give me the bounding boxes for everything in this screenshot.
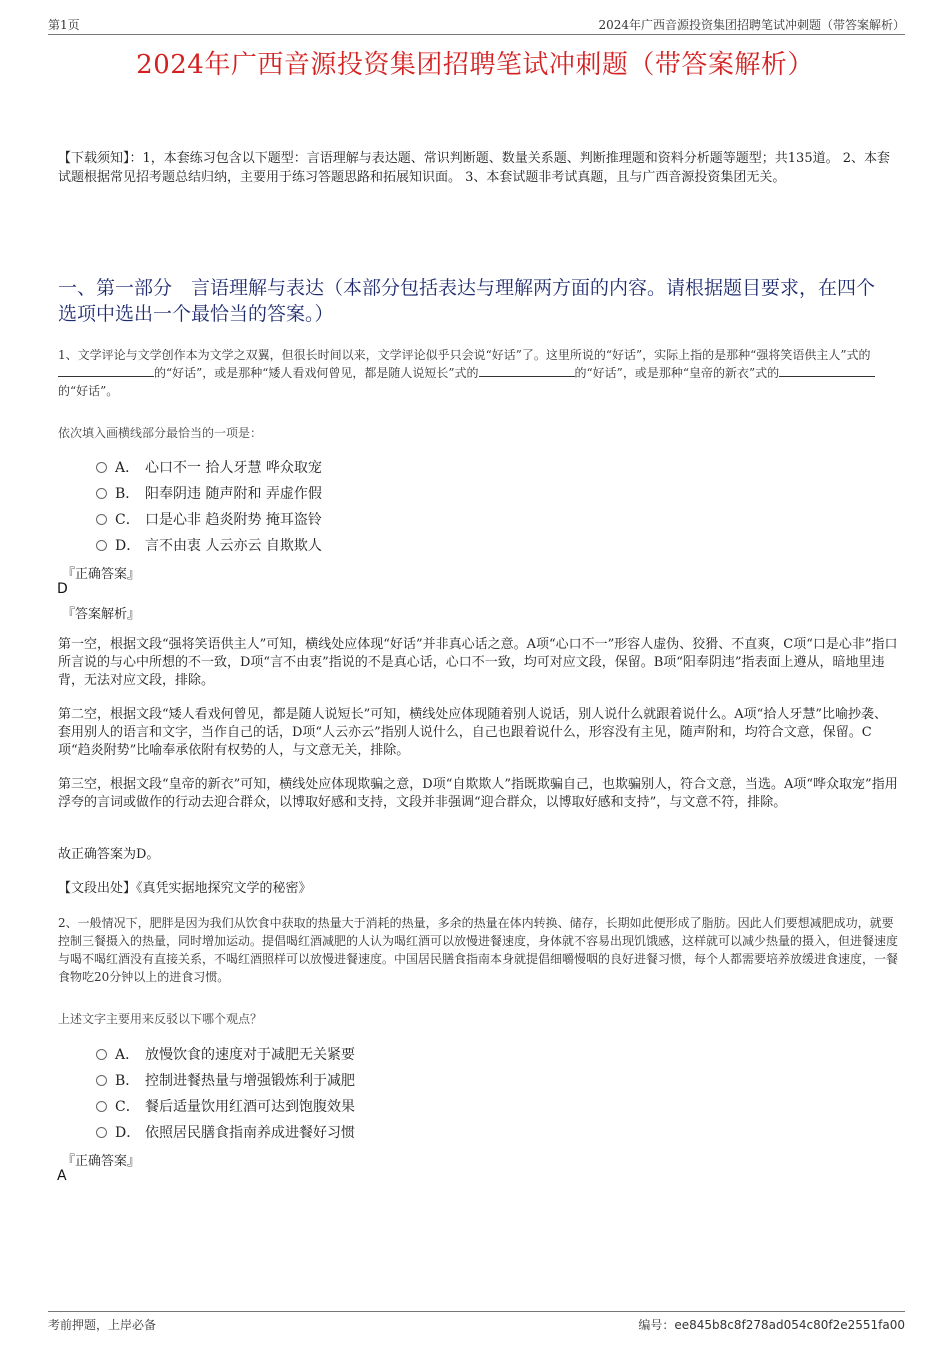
radio-icon[interactable] bbox=[96, 540, 107, 551]
download-notice: 【下载须知】：1，本套练习包含以下题型：言语理解与表达题、常识判断题、数量关系题、判断推理题和资料分析题等题型；共135道。 2、本套试题根据常见招考题总结归纳，主要用于练习答题思路和拓展知识面。 3、本套试题非考试真题，且与广西音源投资集团无关。 bbox=[58, 151, 890, 185]
q1-option-d[interactable]: D． 言不由衷 人云亦云 自欺欺人 bbox=[96, 535, 322, 555]
q1-analysis-para-2: 第二空，根据文段“矮人看戏何曾见，都是随人说短长”可知，横线处应体现随着别人说话，别人说什么就跟着说什么。A项“拾人牙慧”比喻抄袭、套用别人的语言和文字，当作自己的话，D项“人云亦云”指别人说什么，自己也跟着说什么，形容没有主见，随声附和，均符合文意，保留。C项“趋炎附势”比喻奉承依附有权势的人，与文意无关，排除。 bbox=[58, 707, 887, 758]
q1-option-a[interactable]: A． 心口不一 拾人牙慧 哗众取宠 bbox=[96, 457, 322, 477]
q1-analysis-para-3: 第三空，根据文段“皇帝的新衣”可知，横线处应体现欺骗之意，D项“自欺欺人”指既欺骗自己，也欺骗别人，符合文意，当选。A项“哗众取宠”指用浮夸的言词或做作的行动去迎合群众，以博取好感和支持，文段并非强调“迎合群众，以博取好感和支持”，与文意不符，排除。 bbox=[58, 777, 898, 810]
fill-blank-2 bbox=[479, 364, 575, 377]
q2-answer: A bbox=[57, 1168, 67, 1184]
radio-icon[interactable] bbox=[96, 488, 107, 499]
q1-analysis-para-1: 第一空，根据文段“强将笑语供主人”可知，横线处应体现“好话”并非真心话之意。A项“心口不一”形容人虚伪、狡猾、不直爽，C项“口是心非”指口所言说的与心中所想的不一致，D项“言不由衷”指说的不是真心话，心口不一致，均可对应文段，保留。B项“阳奉阴违”指表面上遵从，暗地里违背，无法对应文段，排除。 bbox=[58, 637, 898, 688]
q1-conclusion: 故正确答案为D。 bbox=[58, 847, 160, 862]
q2-answer-label: 『正确答案』 bbox=[62, 1154, 141, 1169]
q2-option-c[interactable]: C． 餐后适量饮用红酒可达到饱腹效果 bbox=[96, 1096, 355, 1116]
radio-icon[interactable] bbox=[96, 462, 107, 473]
radio-icon[interactable] bbox=[96, 1049, 107, 1060]
page-header bbox=[48, 14, 905, 35]
question-2-prompt: 上述文字主要用来反驳以下哪个观点？ bbox=[58, 1012, 263, 1026]
radio-icon[interactable] bbox=[96, 1075, 107, 1086]
q1-option-c[interactable]: C． 口是心非 趋炎附势 掩耳盗铃 bbox=[96, 509, 322, 529]
page-footer bbox=[48, 1311, 905, 1336]
running-title: 2024年广西音源投资集团招聘笔试冲刺题（带答案解析） bbox=[598, 18, 905, 32]
page-number: 第1页 bbox=[48, 18, 80, 32]
radio-icon[interactable] bbox=[96, 1101, 107, 1112]
footer-code: 编号：ee845b8c8f278ad054c80f2e2551fa00 bbox=[638, 1318, 905, 1332]
q1-answer-label: 『正确答案』 bbox=[62, 567, 141, 582]
section-heading: 一、第一部分 言语理解与表达（本部分包括表达与理解两方面的内容。请根据题目要求，在四个选项中选出一个最恰当的答案。） bbox=[58, 277, 876, 325]
q2-option-d[interactable]: D． 依照居民膳食指南养成进餐好习惯 bbox=[96, 1122, 355, 1142]
q1-source: 【文段出处】《真凭实据地探究文学的秘密》 bbox=[58, 881, 312, 896]
radio-icon[interactable] bbox=[96, 1127, 107, 1138]
radio-icon[interactable] bbox=[96, 514, 107, 525]
question-1-text: 1、文学评论与文学创作本为文学之双翼，但很长时间以来，文学评论似乎只会说“好话”了。这里所说的“好话”，实际上指的是那种“强将笑语供主人”式的的“好话”，或是那种“矮人看戏何曾见，都是随人说短长”式的 的“好话”，或是那种“皇帝的新衣”式的的“好话”。 bbox=[58, 346, 898, 400]
fill-blank-3 bbox=[779, 364, 875, 377]
fill-blank-1 bbox=[58, 364, 154, 377]
question-2-text: 2、一般情况下，肥胖是因为我们从饮食中获取的热量大于消耗的热量，多余的热量在体内转换、储存，长期如此便形成了脂肪。因此人们要想减肥成功，就要控制三餐摄入的热量，同时增加运动。提倡喝红酒减肥的人认为喝红酒可以放慢进餐速度，身体就不容易出现饥饿感，这样就可以减少热量的摄入，但进餐速度与喝不喝红酒没有直接关系，不喝红酒照样可以放慢进餐速度。中国居民膳食指南本身就提倡细嚼慢咽的良好进餐习惯，每个人都需要培养放缓进食速度，一餐食物吃20分钟以上的进食习惯。 bbox=[58, 916, 899, 984]
document-title: 2024年广西音源投资集团招聘笔试冲刺题（带答案解析） bbox=[136, 50, 814, 80]
q1-option-b[interactable]: B． 阳奉阴违 随声附和 弄虚作假 bbox=[96, 483, 322, 503]
q2-option-b[interactable]: B． 控制进餐热量与增强锻炼利于减肥 bbox=[96, 1070, 355, 1090]
footer-slogan: 考前押题，上岸必备 bbox=[48, 1318, 157, 1332]
q1-analysis-label: 『答案解析』 bbox=[62, 607, 141, 622]
q1-answer: D bbox=[57, 581, 68, 597]
question-1-prompt: 依次填入画横线部分最恰当的一项是： bbox=[58, 426, 263, 440]
q2-option-a[interactable]: A． 放慢饮食的速度对于减肥无关紧要 bbox=[96, 1044, 355, 1064]
